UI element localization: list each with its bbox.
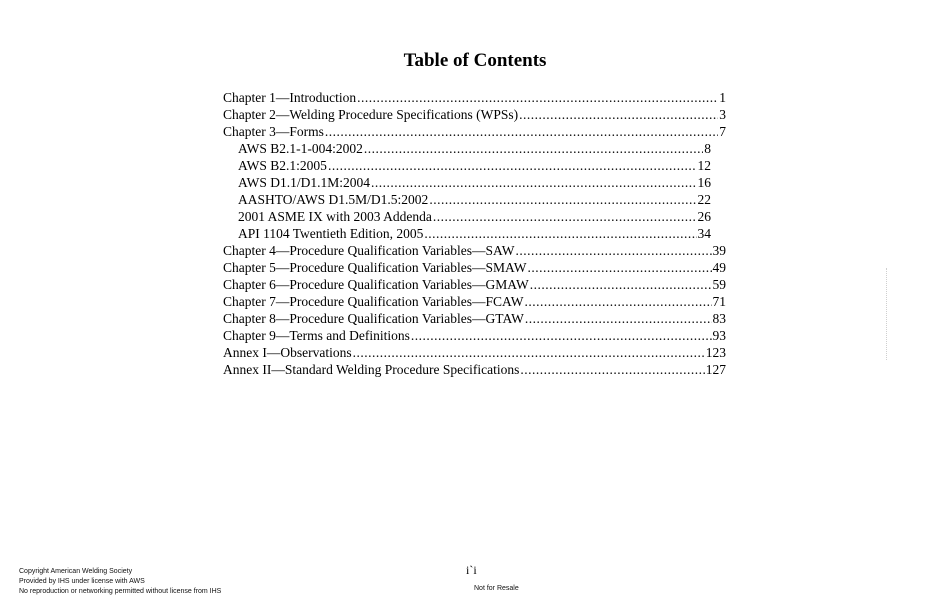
toc-entry-label: 2001 ASME IX with 2003 Addenda (238, 209, 432, 224)
toc-entry (223, 123, 726, 140)
toc-entry-page: 22 (697, 192, 711, 207)
footer-line: Copyright American Welding Society (19, 568, 133, 575)
toc-entry-page: 3 (719, 107, 726, 122)
page-number: i`i (466, 563, 477, 577)
toc-entry-label: Chapter 3—Forms (223, 124, 324, 139)
toc-dot-leader (525, 310, 712, 327)
page-title: Table of Contents (403, 50, 547, 71)
toc-dot-leader (411, 327, 712, 344)
toc-subentry (223, 140, 711, 157)
toc-entry (223, 106, 726, 123)
toc-entry (223, 293, 726, 310)
toc-entry-label: AWS D1.1/D1.1M:2004 (238, 175, 371, 190)
toc-dot-leader (527, 259, 711, 276)
toc-entry-label: Chapter 4—Procedure Qualification Variables—SAW (223, 243, 515, 258)
toc-entry-page: 127 (705, 362, 726, 377)
toc-dot-leader (325, 123, 718, 140)
toc-entry (223, 344, 726, 361)
toc-subentry (223, 225, 711, 242)
toc-entry-page: 93 (712, 328, 726, 343)
table-of-contents (223, 89, 726, 378)
footer-line: No reproduction or networking permitted without license from IHS (19, 588, 222, 595)
toc-dot-leader (433, 208, 697, 225)
toc-entry-label: Chapter 7—Procedure Qualification Variables—FCAW (223, 294, 524, 309)
footer-line: Provided by IHS under license with AWS (19, 578, 145, 585)
toc-dot-leader (520, 361, 704, 378)
copyright-footer (19, 567, 221, 597)
not-for-resale-notice: Not for Resale (474, 585, 519, 592)
toc-subentry (223, 157, 711, 174)
toc-entry-page: 1 (719, 90, 726, 105)
toc-entry-page: 26 (697, 209, 711, 224)
toc-subentry (223, 208, 711, 225)
toc-dot-leader (357, 89, 718, 106)
toc-entry-label: AWS B2.1:2005 (238, 158, 327, 173)
toc-entry-label: AWS B2.1-1-004:2002 (238, 141, 363, 156)
toc-entry-label: Annex I—Observations (223, 345, 352, 360)
toc-entry-label: AASHTO/AWS D1.5M/D1.5:2002 (238, 192, 429, 207)
toc-entry (223, 242, 726, 259)
toc-entry (223, 259, 726, 276)
toc-entry-page: 34 (697, 226, 711, 241)
toc-subentry (223, 191, 711, 208)
toc-entry (223, 276, 726, 293)
toc-dot-leader (371, 174, 696, 191)
toc-entry (223, 310, 726, 327)
toc-entry-page: 7 (719, 124, 726, 139)
toc-dot-leader (364, 140, 703, 157)
toc-entry-label: Chapter 9—Terms and Definitions (223, 328, 410, 343)
toc-entry-page: 71 (712, 294, 726, 309)
toc-entry-page: 59 (712, 277, 726, 292)
toc-entry-label: Chapter 1—Introduction (223, 90, 357, 105)
toc-entry-page: 83 (712, 311, 726, 326)
toc-dot-leader (429, 191, 696, 208)
toc-entry-page: 16 (697, 175, 711, 190)
toc-entry (223, 327, 726, 344)
toc-entry-page: 49 (712, 260, 726, 275)
toc-dot-leader (515, 242, 711, 259)
toc-dot-leader (519, 106, 718, 123)
toc-entry-label: Chapter 2—Welding Procedure Specifications (WPSs) (223, 107, 519, 122)
toc-entry-page: 12 (697, 158, 711, 173)
toc-subentry (223, 174, 711, 191)
toc-entry-label: Annex II—Standard Welding Procedure Specifications (223, 362, 520, 377)
toc-dot-leader (353, 344, 705, 361)
margin-mark (886, 268, 892, 360)
toc-dot-leader (524, 293, 711, 310)
toc-entry-label: Chapter 6—Procedure Qualification Variables—GMAW (223, 277, 529, 292)
toc-dot-leader (424, 225, 696, 242)
toc-entry-page: 123 (705, 345, 726, 360)
toc-dot-leader (328, 157, 697, 174)
toc-entry-label: API 1104 Twentieth Edition, 2005 (238, 226, 424, 241)
toc-entry (223, 89, 726, 106)
toc-entry-page: 39 (712, 243, 726, 258)
toc-dot-leader (530, 276, 712, 293)
toc-entry-label: Chapter 8—Procedure Qualification Variables—GTAW (223, 311, 524, 326)
toc-entry-page: 8 (704, 141, 711, 156)
toc-entry-label: Chapter 5—Procedure Qualification Variables—SMAW (223, 260, 527, 275)
toc-entry (223, 361, 726, 378)
